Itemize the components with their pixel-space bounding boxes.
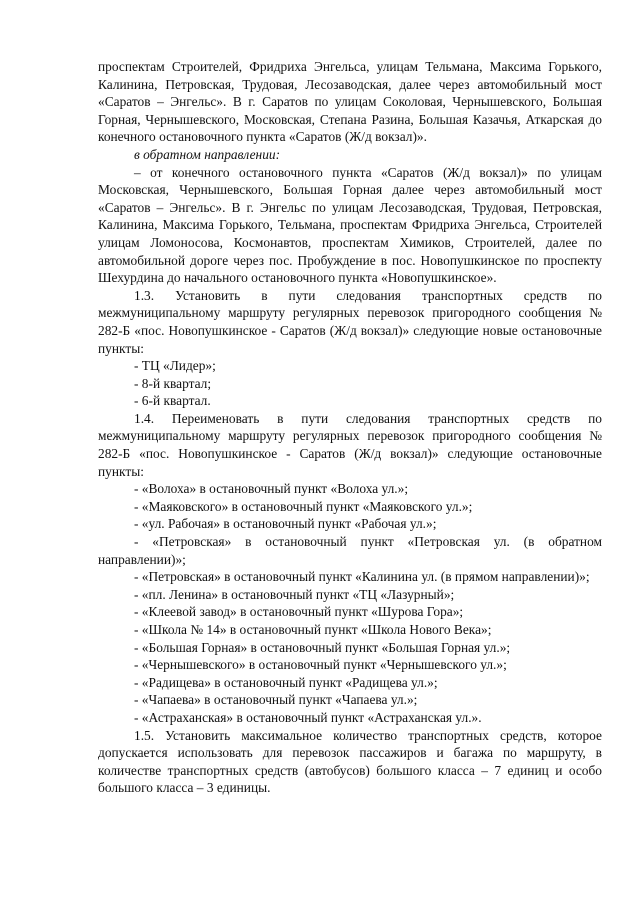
renamed-stop-item: - «Радищева» в остановочный пункт «Радищева ул.»;: [134, 674, 438, 690]
new-stop-item: - 6-й квартал.: [134, 393, 211, 409]
renamed-stop-item: - «Чапаева» в остановочный пункт «Чапаева ул.»;: [134, 692, 418, 708]
renamed-stop-item: - «Петровская» в остановочный пункт «Петровская ул. (в обратном направлении)»;: [98, 534, 602, 567]
renamed-stop-item: - «Астраханская» в остановочный пункт «Астраханская ул.».: [134, 709, 482, 725]
renamed-stop-item: - «Клеевой завод» в остановочный пункт «Шурова Гора»;: [134, 604, 464, 620]
route-continuation-paragraph: проспектам Строителей, Фридриха Энгельса, улицам Тельмана, Максима Горького, Калинина, Петровская, Трудовая, Лесозаводская, далее через автомобильный мост «Саратов – Энгельс». В г. Саратов по улицам Соколовая, Чернышевского, Большая Горная, Чернышевского, Московская, Степана Разина, Большая Казачья, Аткарская до конечного остановочного пункта «Саратов (Ж/д вокзал)».: [98, 59, 602, 145]
renamed-stop-item: - «Чернышевского» в остановочный пункт «Чернышевского ул.»;: [134, 657, 507, 673]
renamed-stop-item: - «Большая Горная» в остановочный пункт «Большая Горная ул.»;: [134, 639, 511, 655]
renamed-stop-item: - «Петровская» в остановочный пункт «Калинина ул. (в прямом направлении)»;: [134, 569, 590, 585]
document-body: [98, 58, 602, 797]
renamed-stop-item: - «Волоха» в остановочный пункт «Волоха ул.»;: [134, 481, 409, 497]
new-stop-item: - ТЦ «Лидер»;: [134, 358, 216, 374]
new-stop-item: - 8-й квартал;: [134, 375, 212, 391]
clause-1-5: 1.5. Установить максимальное количество транспортных средств, которое допускается использовать для перевозок пассажиров и багажа по маршруту, в количестве транспортных средств (автобусов) большого класса – 7 единиц и особо большого класса – 3 единицы.: [98, 727, 602, 796]
reverse-direction-heading: в обратном направлении:: [134, 146, 281, 162]
renamed-stop-item: - «ул. Рабочая» в остановочный пункт «Рабочая ул.»;: [134, 516, 437, 532]
renamed-stop-item: - «пл. Ленина» в остановочный пункт «ТЦ «Лазурный»;: [134, 586, 455, 602]
clause-1-3: 1.3. Установить в пути следования транспортных средств по межмуниципальному маршруту регулярных перевозок пригородного сообщения № 282-Б «пос. Новопушкинское - Саратов (Ж/д вокзал)» следующие новые остановочные пункты:: [98, 287, 602, 356]
clause-1-4: 1.4. Переименовать в пути следования транспортных средств по межмуниципальному маршруту регулярных перевозок пригородного сообщения № 282-Б «пос. Новопушкинское - Саратов (Ж/д вокзал)» следующие остановочные пункты:: [98, 410, 602, 479]
renamed-stop-item: - «Маяковского» в остановочный пункт «Маяковского ул.»;: [134, 498, 473, 514]
reverse-route-paragraph: – от конечного остановочного пункта «Саратов (Ж/д вокзал)» по улицам Московская, Чернышевского, Большая Горная далее через автомобильный мост «Саратов – Энгельс». В г. Энгельс по улицам Лесозаводская, Трудовая, Петровская, Калинина, Максима Горького, Тельмана, проспектам Фридриха Энгельса, Строителей улицам Ломоносова, Космонавтов, проспектам Химиков, Строителей, далее по автомобильной дороге через пос. Пробуждение в пос. Новопушкинское по проспекту Шехурдина до начального остановочного пункта «Новопушкинское».: [98, 164, 602, 286]
renamed-stop-item: - «Школа № 14» в остановочный пункт «Школа Нового Века»;: [134, 622, 492, 637]
